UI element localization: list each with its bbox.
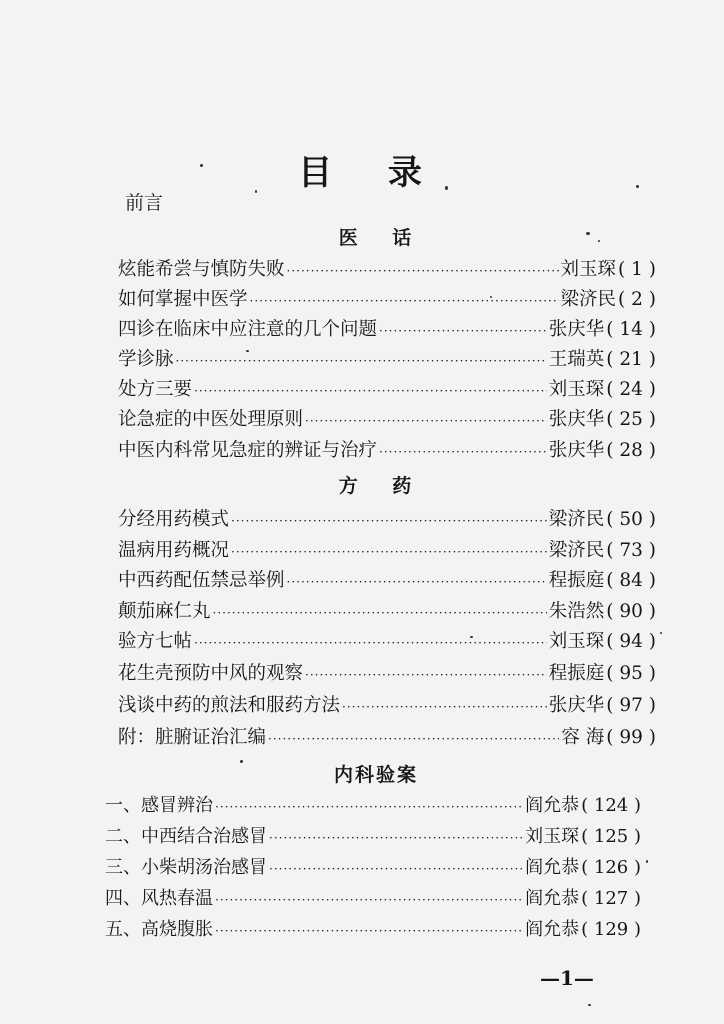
dot-leader xyxy=(287,568,547,596)
entry-title: 浅谈中药的煎法和服药方法 xyxy=(118,695,341,716)
toc-entry xyxy=(118,628,656,656)
scan-speck xyxy=(598,240,600,242)
toc-entry xyxy=(118,598,656,626)
entry-author: 刘玉琛 xyxy=(525,826,580,847)
toc-entry xyxy=(105,885,641,913)
scan-speck xyxy=(660,632,662,634)
entry-author: 梁济民 xyxy=(560,289,617,310)
dot-leader xyxy=(268,725,559,753)
scan-speck xyxy=(445,186,448,190)
page-title: 目 录 xyxy=(298,153,444,193)
scan-speck xyxy=(470,636,473,638)
entry-page: ( 50 ) xyxy=(606,509,656,530)
entry-page: ( 124 ) xyxy=(581,795,641,816)
toc-entry xyxy=(118,346,656,374)
dot-leader xyxy=(379,438,547,466)
dot-leader xyxy=(194,629,547,657)
section-heading-fangyao: 方 药 xyxy=(338,475,426,497)
entry-page: ( 21 ) xyxy=(606,349,656,370)
entry-title: 论急症的中医处理原则 xyxy=(118,409,304,430)
entry-page: ( 14 ) xyxy=(606,319,656,340)
entry-title: 处方三要 xyxy=(118,379,193,400)
entry-author: 朱浩然 xyxy=(548,601,605,622)
entry-title: 炫能希尝与慎防失败 xyxy=(118,259,285,280)
preface-label: 前言 xyxy=(125,192,164,214)
entry-title: 分经用药模式 xyxy=(118,509,230,530)
entry-page: ( 95 ) xyxy=(606,663,656,684)
dot-leader xyxy=(215,917,523,945)
entry-title: 花生壳预防中风的观察 xyxy=(118,663,304,684)
entry-title: 学诊脉 xyxy=(118,349,174,370)
dot-leader xyxy=(215,886,523,914)
entry-page: ( 84 ) xyxy=(606,570,656,591)
dot-leader xyxy=(215,793,523,821)
toc-entry xyxy=(118,437,656,465)
toc-entry xyxy=(118,286,656,314)
entry-author: 张庆华 xyxy=(548,319,605,340)
entry-author: 张庆华 xyxy=(548,440,605,461)
dot-leader xyxy=(305,407,547,435)
dot-leader xyxy=(287,257,559,285)
toc-entry xyxy=(118,256,656,284)
toc-entry xyxy=(105,823,641,851)
entry-author: 梁济民 xyxy=(548,540,605,561)
scan-speck xyxy=(636,185,639,188)
dot-leader xyxy=(269,824,523,852)
entry-author: 阎允恭 xyxy=(525,857,580,878)
entry-page: ( 125 ) xyxy=(581,826,641,847)
dot-leader xyxy=(194,377,547,405)
entry-page: ( 73 ) xyxy=(606,540,656,561)
entry-author: 王瑞英 xyxy=(548,349,605,370)
section-heading-yihua: 医 话 xyxy=(338,227,426,249)
dot-leader xyxy=(305,661,547,689)
entry-author: 刘玉琛 xyxy=(548,631,605,652)
entry-title: 验方七帖 xyxy=(118,631,193,652)
entry-page: ( 28 ) xyxy=(606,440,656,461)
toc-entry xyxy=(118,692,656,720)
toc-entry xyxy=(118,567,656,595)
entry-author: 张庆华 xyxy=(548,695,605,716)
toc-entry xyxy=(105,792,641,820)
entry-title: 五、高烧腹胀 xyxy=(105,919,213,940)
entry-title: 颠茄麻仁丸 xyxy=(118,601,211,622)
dot-leader xyxy=(213,599,547,627)
entry-title: 四诊在临床中应注意的几个问题 xyxy=(118,319,378,340)
entry-author: 程振庭 xyxy=(548,663,605,684)
entry-page: ( 24 ) xyxy=(606,379,656,400)
entry-title: 三、小柴胡汤治感冒 xyxy=(105,857,267,878)
scan-speck xyxy=(490,296,492,298)
entry-author: 刘玉琛 xyxy=(560,259,617,280)
scan-speck xyxy=(255,190,257,193)
entry-title: 二、中西结合治感冒 xyxy=(105,826,267,847)
entry-page: ( 94 ) xyxy=(606,631,656,652)
entry-title: 如何掌握中医学 xyxy=(118,289,248,310)
toc-entry xyxy=(118,316,656,344)
scan-speck xyxy=(246,350,249,352)
toc-entry xyxy=(118,506,656,534)
entry-title: 四、风热春温 xyxy=(105,888,213,909)
scan-speck xyxy=(588,1004,591,1006)
scan-speck xyxy=(586,232,590,235)
scan-speck xyxy=(200,164,203,167)
toc-entry xyxy=(118,660,656,688)
entry-page: ( 1 ) xyxy=(618,259,656,280)
dot-leader xyxy=(342,693,547,721)
dot-leader xyxy=(231,507,547,535)
entry-author: 刘玉琛 xyxy=(548,379,605,400)
entry-page: ( 90 ) xyxy=(606,601,656,622)
entry-page: ( 25 ) xyxy=(606,409,656,430)
entry-author: 阎允恭 xyxy=(525,919,580,940)
toc-entry xyxy=(118,406,656,434)
entry-title: 中医内科常见急症的辨证与治疗 xyxy=(118,440,378,461)
entry-title: 中西药配伍禁忌举例 xyxy=(118,570,285,591)
entry-author: 程振庭 xyxy=(548,570,605,591)
toc-entry xyxy=(118,537,656,565)
entry-author: 梁济民 xyxy=(548,509,605,530)
entry-page: ( 99 ) xyxy=(606,727,656,748)
entry-author: 张庆华 xyxy=(548,409,605,430)
section-heading-neike: 内科验案 xyxy=(333,764,418,786)
toc-entry xyxy=(105,916,641,944)
entry-title: 温病用药概况 xyxy=(118,540,230,561)
dot-leader xyxy=(269,855,523,883)
scan-speck xyxy=(240,760,243,763)
dot-leader xyxy=(379,317,547,345)
toc-entry xyxy=(105,854,641,882)
entry-author: 阎允恭 xyxy=(525,795,580,816)
scan-speck xyxy=(646,860,648,863)
dot-leader xyxy=(176,347,547,375)
entry-page: ( 127 ) xyxy=(581,888,641,909)
entry-page: ( 129 ) xyxy=(581,919,641,940)
toc-entry xyxy=(118,376,656,404)
entry-page: ( 2 ) xyxy=(618,289,656,310)
entry-page: ( 97 ) xyxy=(606,695,656,716)
dot-leader xyxy=(250,287,559,315)
entry-author: 容 海 xyxy=(561,727,605,748)
entry-title: 附：脏腑证治汇编 xyxy=(118,727,267,748)
entry-author: 阎允恭 xyxy=(525,888,580,909)
page-number: —1— xyxy=(540,966,594,990)
entry-page: ( 126 ) xyxy=(581,857,641,878)
entry-title: 一、感冒辨治 xyxy=(105,795,213,816)
dot-leader xyxy=(231,538,547,566)
toc-entry xyxy=(118,724,656,752)
